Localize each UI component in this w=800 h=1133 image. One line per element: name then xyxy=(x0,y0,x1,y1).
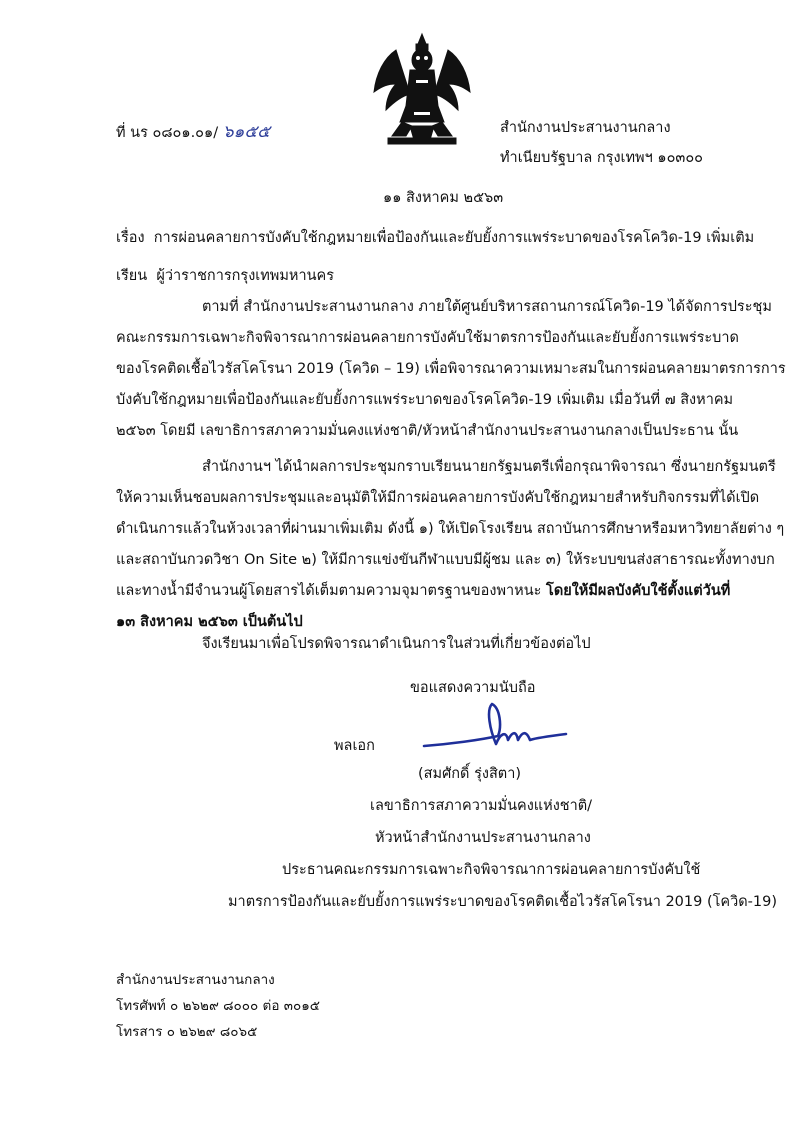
paragraph-line: ๒๕๖๓ โดยมี เลขาธิการสภาความมั่นคงแห่งชาติ/หัวหน้าสำนักงานประสานงานกลางเป็นประธาน นั้น xyxy=(116,423,739,439)
reference-label: ที่ นร ๐๘๐๑.๐๑/ xyxy=(116,125,219,141)
garuda-emblem-icon xyxy=(366,30,478,152)
footer-phone: โทรศัพท์ ๐ ๒๖๒๙ ๘๐๐๐ ต่อ ๓๐๑๕ xyxy=(116,998,320,1014)
reference-number xyxy=(116,118,270,145)
footer-office: สำนักงานประสานงานกลาง xyxy=(116,972,275,988)
paragraph-line: บังคับใช้กฎหมายเพื่อป้องกันและยับยั้งการแพร่ระบาดของโรคโควิด-19 เพิ่มเติม เมื่อวันที่ ๗ สิงหาคม xyxy=(116,392,734,408)
subject-text: การผ่อนคลายการบังคับใช้กฎหมายเพื่อป้องกันและยับยั้งการแพร่ระบาดของโรคโควิด-19 เพิ่มเติม xyxy=(153,230,755,246)
effective-date-emphasis: โดยให้มีผลบังคับใช้ตั้งแต่วันที่ xyxy=(546,583,731,599)
paragraph-line: สำนักงานฯ ได้นำผลการประชุมกราบเรียนนายกรัฐมนตรีเพื่อกรุณาพิจารณา ซึ่งนายกรัฐมนตรี xyxy=(202,459,776,475)
paragraph-line: ตามที่ สำนักงานประสานงานกลาง ภายใต้ศูนย์บริหารสถานการณ์โควิด-19 ได้จัดการประชุม xyxy=(202,299,772,315)
closing-regards: ขอแสดงความนับถือ xyxy=(410,680,536,696)
recipient-text: ผู้ว่าราชการกรุงเทพมหานคร xyxy=(156,268,335,284)
signer-position: หัวหน้าสำนักงานประสานงานกลาง xyxy=(375,830,591,846)
body-paragraph-1 xyxy=(116,292,786,447)
recipient-label: เรียน xyxy=(116,268,148,284)
subject-line xyxy=(116,226,754,249)
body-paragraph-2 xyxy=(116,452,785,638)
handwritten-signature-icon xyxy=(420,700,570,756)
paragraph-line: ดำเนินการแล้วในห้วงเวลาที่ผ่านมาเพิ่มเติม ดังนี้ ๑) ให้เปิดโรงเรียน สถาบันการศึกษาหรือมหาวิทยาลัยต่าง ๆ xyxy=(116,521,785,537)
signer-position: เลขาธิการสภาความมั่นคงแห่งชาติ/ xyxy=(370,798,593,814)
signer-name: (สมศักดิ์ รุ่งสิตา) xyxy=(418,766,522,782)
paragraph-line: ให้ความเห็นชอบผลการประชุมและอนุมัติให้มีการผ่อนคลายการบังคับใช้กฎหมายสำหรับกิจกรรมที่ได้เปิด xyxy=(116,490,760,506)
signer-rank: พลเอก xyxy=(334,738,375,754)
paragraph-line: ของโรคติดเชื้อไวรัสโคโรนา 2019 (โควิด – 19) เพื่อพิจารณาความเหมาะสมในการผ่อนคลายมาตรการการ xyxy=(116,361,786,377)
subject-label: เรื่อง xyxy=(116,230,145,246)
signer-position: มาตรการป้องกันและยับยั้งการแพร่ระบาดของโรคติดเชื้อไวรัสโคโรนา 2019 (โควิด-19) xyxy=(228,894,778,910)
recipient-line xyxy=(116,264,334,287)
reference-number-handwritten: ๖๑๕๕ xyxy=(222,122,271,142)
body-paragraph-3: จึงเรียนมาเพื่อโปรดพิจารณาดำเนินการในส่วนที่เกี่ยวข้องต่อไป xyxy=(202,636,591,652)
paragraph-text: และทางน้ำมีจำนวนผู้โดยสารได้เต็มตามความจุมาตรฐานของพาหนะ xyxy=(116,583,542,599)
effective-date-emphasis: ๑๓ สิงหาคม ๒๕๖๓ เป็นต้นไป xyxy=(116,614,303,630)
office-name: สำนักงานประสานงานกลาง xyxy=(500,120,671,136)
letter-date: ๑๑ สิงหาคม ๒๕๖๓ xyxy=(383,190,504,206)
footer-fax: โทรสาร ๐ ๒๖๒๙ ๘๐๖๕ xyxy=(116,1024,258,1040)
paragraph-line: และสถาบันกวดวิชา On Site ๒) ให้มีการแข่งขันกีฬาแบบมีผู้ชม และ ๓) ให้ระบบขนส่งสาธารณะทั้งทางบก xyxy=(116,552,775,568)
paragraph-line: คณะกรรมการเฉพาะกิจพิจารณาการผ่อนคลายการบังคับใช้มาตรการป้องกันและยับยั้งการแพร่ระบาด xyxy=(116,330,739,346)
paragraph-line xyxy=(116,576,731,607)
signer-position: ประธานคณะกรรมการเฉพาะกิจพิจารณาการผ่อนคลายการบังคับใช้ xyxy=(282,862,701,878)
office-address: ทำเนียบรัฐบาล กรุงเทพฯ ๑๐๓๐๐ xyxy=(500,150,704,166)
